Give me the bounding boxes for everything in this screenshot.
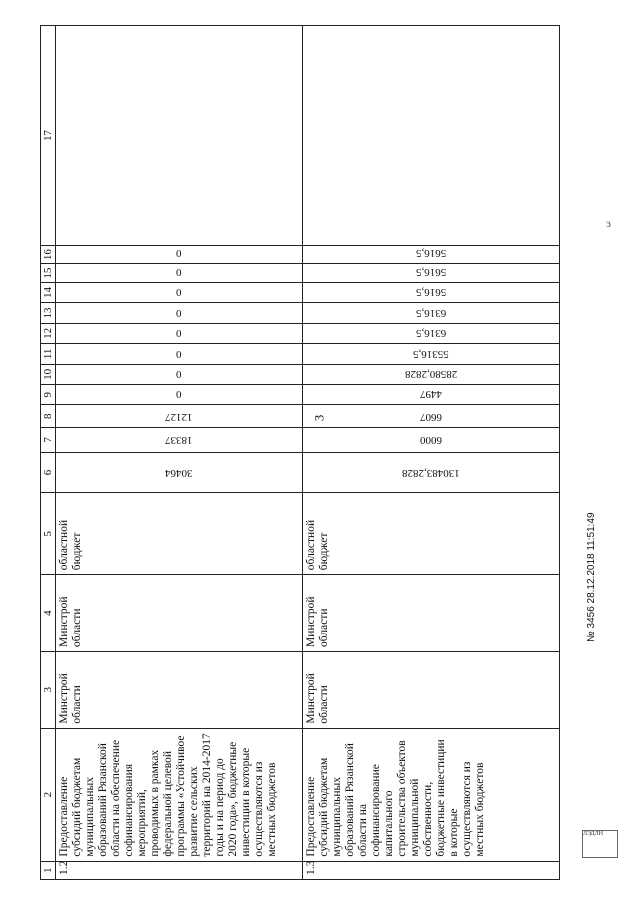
row-name: Предоставление субсидий бюджетам муниципальных образований Рязанской области на обеспечение софинансирования мероприятий, проводимых в рамках федеральной целевой программы «Устойчивое развитие сельских территорий на 2014-2017 годы и на период до 2020 года», бюджетные инвестиции в которые осуществляются из местных бюджетов [56,728,303,861]
row-number: 1.2 [56,861,303,879]
row-col3: Минстрой области [56,651,303,728]
row-value: 5616,5 [302,282,559,302]
pen-mark: ɜ [606,216,612,230]
row-name: Предоставление субсидий бюджетам муниципальных образований Рязанской области на софинансирование капитального строительства объектов муниципальной собственности, бюджетные инвестиции в которые осуществляются из местных бюджетов [302,728,559,861]
col-header-11: 11 [41,344,56,364]
row-value: 0 [56,282,303,302]
row-value: 6316,5 [302,323,559,343]
table-row [302,26,559,880]
row-value: 0 [56,303,303,323]
col-header-17: 17 [41,26,56,246]
row-col5: областной бюджет [302,493,559,575]
page-number: 3 [311,414,327,422]
row-value: 130483,2828 [302,452,559,493]
row-col5: областной бюджет [56,493,303,575]
row-col17 [302,26,559,246]
row-value: 30464 [56,452,303,493]
row-value: 0 [56,323,303,343]
budget-table [40,25,560,880]
row-value: 0 [56,245,303,263]
row-value: 0 [56,385,303,405]
row-value: 0 [56,344,303,364]
col-header-10: 10 [41,364,56,384]
row-value: 55316,5 [302,344,559,364]
col-header-2: 2 [41,728,56,861]
document-stamp: ЛЭДЛН [582,830,618,858]
col-header-14: 14 [41,282,56,302]
row-value: 0 [56,364,303,384]
row-value: 28580,2828 [302,364,559,384]
rotated-table-wrapper [40,25,560,880]
row-col4: Минстрой области [302,575,559,652]
col-header-8: 8 [41,405,56,428]
col-header-9: 9 [41,385,56,405]
row-number: 1.3 [302,861,559,879]
row-value: 12127 [56,405,303,428]
col-header-3: 3 [41,651,56,728]
col-header-6: 6 [41,452,56,493]
registration-footer: № 3456 28.12.2018 11:51:49 [586,512,597,642]
row-col17 [56,26,303,246]
row-col4: Минстрой области [56,575,303,652]
row-value: 5616,5 [302,245,559,263]
col-header-7: 7 [41,427,56,452]
row-value: 6000 [302,427,559,452]
col-header-16: 16 [41,245,56,263]
col-header-5: 5 [41,493,56,575]
row-value: 4497 [302,385,559,405]
row-value: 5616,5 [302,264,559,282]
row-value: 6607 [302,405,559,428]
header-row [41,26,56,880]
col-header-4: 4 [41,575,56,652]
row-col3: Минстрой области [302,651,559,728]
col-header-1: 1 [41,861,56,879]
row-value: 6316,5 [302,303,559,323]
row-value: 18337 [56,427,303,452]
row-value: 0 [56,264,303,282]
col-header-12: 12 [41,323,56,343]
col-header-15: 15 [41,264,56,282]
col-header-13: 13 [41,303,56,323]
table-row [56,26,303,880]
